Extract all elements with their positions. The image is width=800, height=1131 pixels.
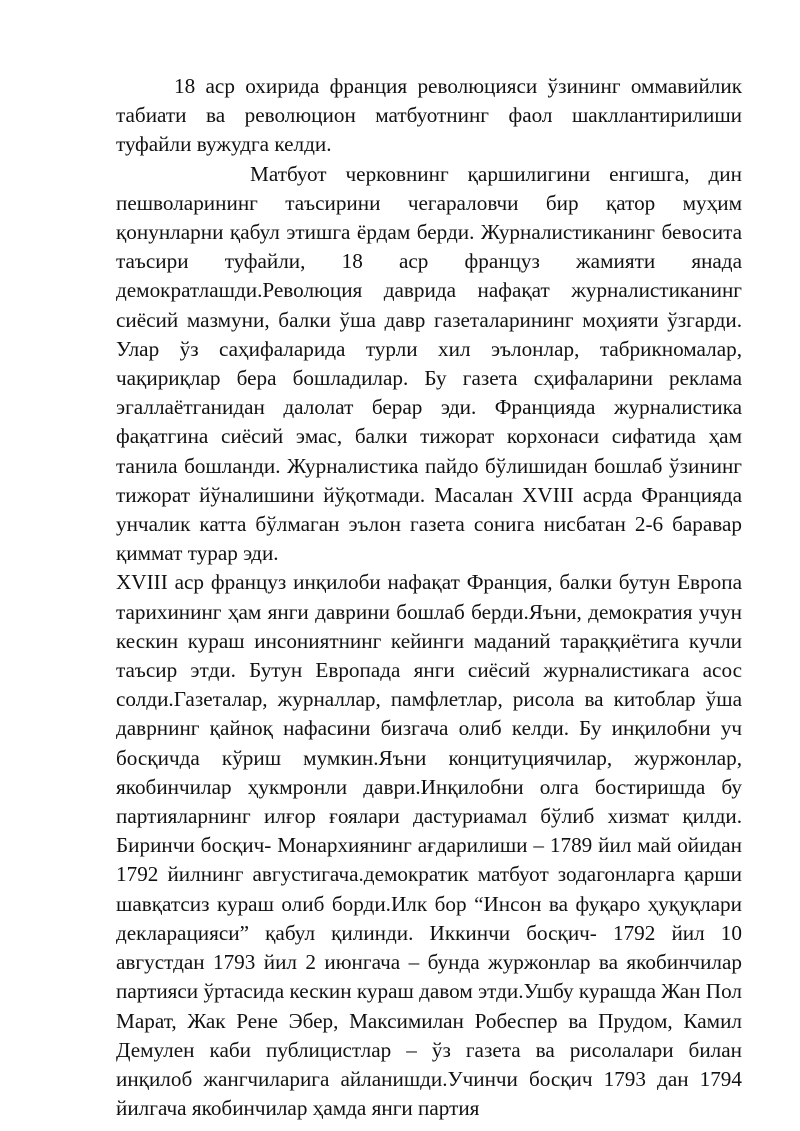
paragraph-intro: 18 аср охирида франция революцияси ўзининг оммавийлик табиати ва революцион матбуотнинг фаол шакллантирилиши туфайли вужудга келди. [116, 74, 742, 157]
paragraph-press-influence: Матбуот черковнинг қаршилигини енгишга, дин пешволарининг таъсирини чегараловчи бир қатор муҳим қонунларни қабул этишга ёрдам берди. Журналистиканинг бевосита таъсири туфайли, 18 аср француз жамияти янада демократлашди.Революция даврида нафақат журналистиканинг сиёсий мазмуни, балки ўша давр газеталарининг моҳияти ўзгарди. Улар ўз саҳифаларида турли хил эълонлар, табрикномалар, чақириқлар бера бошладилар. Бу газета сҳифаларини реклама эгаллаётганидан далолат берар эди. Францияда журналистика фақатгина сиёсий эмас, балки тижорат корхонаси сифатида ҳам танила бошланди. Журналистика пайдо бўлишидан бошлаб ўзининг тижорат йўналишини йўқотмади. Масалан XVIII асрда Францияда унчалик катта бўлмаган эълон газета сонига нисбатан 2-6 баравар қиммат турар эди. [116, 161, 742, 566]
document-page [116, 72, 742, 1123]
paragraph-revolution-stages: XVIII аср француз инқилоби нафақат Франция, балки бутун Европа тарихининг ҳам янги даврини бошлаб берди.Яъни, демократия учун кескин кураш инсониятнинг кейинги маданий тараққиётига кучли таъсир этди. Бутун Европада янги сиёсий журналистикага асос солди.Газеталар, журналлар, памфлетлар, рисола ва китоблар ўша даврнинг қайноқ нафасини бизгача олиб келди. Бу инқилобни уч босқичда кўриш мумкин.Яъни концитуциячилар, журжонлар, якобинчилар ҳукмронли даври.Инқилобни олга бостиришда бу партияларнинг илғор ғоялари дастуриамал бўлиб хизмат қилди. Биринчи босқич- Монархиянинг ағдарилиши – 1789 йил май ойидан 1792 йилнинг августигача.демократик матбуот зодагонларга қарши шавқатсиз кураш олиб борди.Илк бор “Инсон ва фуқаро ҳуқуқлари декларацияси” қабул қилинди. Иккинчи босқич- 1792 йил 10 августдан 1793 йил 2 июнгача – бунда журжонлар ва якобинчилар партияси ўртасида кескин кураш давом этди.Ушбу курашда Жан Пол Марат, Жак Рене Эбер, Максимилан Робеспер ва Прудом, Камил Демулен каби публицистлар – ўз газета ва рисолалари билан инқилоб жангчиларига айланишди.Учинчи босқич 1793 дан 1794 йилгача якобинчилар ҳамда янги партия [116, 570, 742, 1121]
